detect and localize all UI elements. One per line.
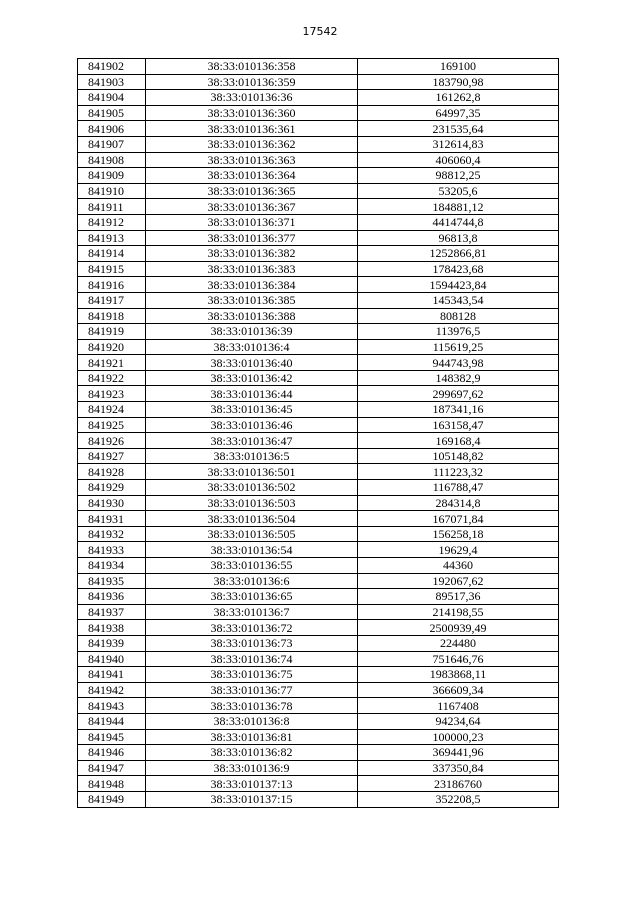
row-number-cell: 841933 (78, 542, 146, 558)
cadastral-number-cell: 38:33:010136:502 (146, 480, 358, 496)
value-cell: 156258,18 (358, 526, 559, 542)
row-number-cell: 841929 (78, 480, 146, 496)
row-number-cell: 841903 (78, 74, 146, 90)
value-cell: 111223,32 (358, 464, 559, 480)
value-cell: 19629,4 (358, 542, 559, 558)
value-cell: 1252866,81 (358, 246, 559, 262)
value-cell: 192067,62 (358, 573, 559, 589)
table-row (78, 386, 559, 402)
row-number-cell: 841936 (78, 589, 146, 605)
value-cell: 115619,25 (358, 339, 559, 355)
table-row (78, 277, 559, 293)
value-cell: 100000,23 (358, 729, 559, 745)
row-number-cell: 841944 (78, 713, 146, 729)
value-cell: 4414744,8 (358, 214, 559, 230)
table-row (78, 480, 559, 496)
value-cell: 406060,4 (358, 152, 559, 168)
value-cell: 96813,8 (358, 230, 559, 246)
cadastral-number-cell: 38:33:010136:363 (146, 152, 358, 168)
row-number-cell: 841906 (78, 121, 146, 137)
value-cell: 64997,35 (358, 105, 559, 121)
value-cell: 163158,47 (358, 417, 559, 433)
cadastral-number-cell: 38:33:010136:40 (146, 355, 358, 371)
value-cell: 98812,25 (358, 168, 559, 184)
row-number-cell: 841905 (78, 105, 146, 121)
row-number-cell: 841914 (78, 246, 146, 262)
cadastral-number-cell: 38:33:010136:65 (146, 589, 358, 605)
cadastral-number-cell: 38:33:010136:8 (146, 713, 358, 729)
cadastral-number-cell: 38:33:010136:358 (146, 59, 358, 75)
row-number-cell: 841935 (78, 573, 146, 589)
table-row (78, 230, 559, 246)
table-row (78, 620, 559, 636)
table-row (78, 168, 559, 184)
cadastral-number-cell: 38:33:010136:9 (146, 760, 358, 776)
row-number-cell: 841922 (78, 370, 146, 386)
table-row (78, 589, 559, 605)
row-number-cell: 841926 (78, 433, 146, 449)
table-row (78, 464, 559, 480)
cadastral-number-cell: 38:33:010136:42 (146, 370, 358, 386)
row-number-cell: 841916 (78, 277, 146, 293)
row-number-cell: 841930 (78, 495, 146, 511)
table-row (78, 542, 559, 558)
row-number-cell: 841946 (78, 745, 146, 761)
cadastral-number-cell: 38:33:010136:75 (146, 667, 358, 683)
table-row (78, 308, 559, 324)
cadastral-number-cell: 38:33:010136:82 (146, 745, 358, 761)
table-row (78, 74, 559, 90)
cadastral-number-cell: 38:33:010136:81 (146, 729, 358, 745)
value-cell: 113976,5 (358, 324, 559, 340)
table-row (78, 495, 559, 511)
cadastral-number-cell: 38:33:010136:6 (146, 573, 358, 589)
cadastral-number-cell: 38:33:010136:365 (146, 183, 358, 199)
table-row (78, 59, 559, 75)
table-row (78, 573, 559, 589)
table-row (78, 448, 559, 464)
row-number-cell: 841943 (78, 698, 146, 714)
table-row (78, 791, 559, 807)
table-row (78, 604, 559, 620)
cadastral-number-cell: 38:33:010136:362 (146, 136, 358, 152)
cadastral-number-cell: 38:33:010136:45 (146, 402, 358, 418)
table-row (78, 183, 559, 199)
table-row (78, 698, 559, 714)
table-row (78, 402, 559, 418)
value-cell: 116788,47 (358, 480, 559, 496)
value-cell: 105148,82 (358, 448, 559, 464)
row-number-cell: 841909 (78, 168, 146, 184)
row-number-cell: 841919 (78, 324, 146, 340)
table-row (78, 745, 559, 761)
row-number-cell: 841947 (78, 760, 146, 776)
cadastral-number-cell: 38:33:010136:36 (146, 90, 358, 106)
table-row (78, 121, 559, 137)
table-row (78, 433, 559, 449)
value-cell: 44360 (358, 558, 559, 574)
row-number-cell: 841945 (78, 729, 146, 745)
value-cell: 224480 (358, 635, 559, 651)
cadastral-number-cell: 38:33:010136:7 (146, 604, 358, 620)
cadastral-number-cell: 38:33:010136:383 (146, 261, 358, 277)
table-row (78, 261, 559, 277)
row-number-cell: 841917 (78, 292, 146, 308)
row-number-cell: 841941 (78, 667, 146, 683)
row-number-cell: 841925 (78, 417, 146, 433)
cadastral-number-cell: 38:33:010136:359 (146, 74, 358, 90)
cadastral-number-cell: 38:33:010136:55 (146, 558, 358, 574)
cadastral-number-cell: 38:33:010136:73 (146, 635, 358, 651)
cadastral-number-cell: 38:33:010136:46 (146, 417, 358, 433)
table-row (78, 776, 559, 792)
value-cell: 94234,64 (358, 713, 559, 729)
cadastral-number-cell: 38:33:010136:384 (146, 277, 358, 293)
cadastral-number-cell: 38:33:010136:360 (146, 105, 358, 121)
cadastral-number-cell: 38:33:010136:501 (146, 464, 358, 480)
table-row (78, 246, 559, 262)
cadastral-number-cell: 38:33:010136:361 (146, 121, 358, 137)
cadastral-number-cell: 38:33:010136:385 (146, 292, 358, 308)
row-number-cell: 841912 (78, 214, 146, 230)
value-cell: 169168,4 (358, 433, 559, 449)
row-number-cell: 841942 (78, 682, 146, 698)
row-number-cell: 841949 (78, 791, 146, 807)
cadastral-number-cell: 38:33:010136:44 (146, 386, 358, 402)
table-row (78, 370, 559, 386)
row-number-cell: 841915 (78, 261, 146, 277)
cadastral-number-cell: 38:33:010136:77 (146, 682, 358, 698)
value-cell: 1594423,84 (358, 277, 559, 293)
cadastral-number-cell: 38:33:010137:13 (146, 776, 358, 792)
value-cell: 145343,54 (358, 292, 559, 308)
value-cell: 284314,8 (358, 495, 559, 511)
cadastral-number-cell: 38:33:010136:505 (146, 526, 358, 542)
row-number-cell: 841907 (78, 136, 146, 152)
row-number-cell: 841908 (78, 152, 146, 168)
table-row (78, 635, 559, 651)
row-number-cell: 841939 (78, 635, 146, 651)
row-number-cell: 841910 (78, 183, 146, 199)
value-cell: 352208,5 (358, 791, 559, 807)
table-row (78, 713, 559, 729)
value-cell: 944743,98 (358, 355, 559, 371)
row-number-cell: 841932 (78, 526, 146, 542)
cadastral-number-cell: 38:33:010136:382 (146, 246, 358, 262)
value-cell: 369441,96 (358, 745, 559, 761)
row-number-cell: 841902 (78, 59, 146, 75)
cadastral-number-cell: 38:33:010136:47 (146, 433, 358, 449)
cadastral-number-cell: 38:33:010136:364 (146, 168, 358, 184)
value-cell: 161262,8 (358, 90, 559, 106)
registry-table (77, 58, 559, 808)
table-row (78, 199, 559, 215)
value-cell: 751646,76 (358, 651, 559, 667)
table-row (78, 105, 559, 121)
row-number-cell: 841937 (78, 604, 146, 620)
cadastral-number-cell: 38:33:010136:78 (146, 698, 358, 714)
value-cell: 167071,84 (358, 511, 559, 527)
value-cell: 808128 (358, 308, 559, 324)
cadastral-number-cell: 38:33:010136:4 (146, 339, 358, 355)
row-number-cell: 841931 (78, 511, 146, 527)
row-number-cell: 841920 (78, 339, 146, 355)
cadastral-number-cell: 38:33:010136:5 (146, 448, 358, 464)
cadastral-number-cell: 38:33:010136:388 (146, 308, 358, 324)
row-number-cell: 841904 (78, 90, 146, 106)
cadastral-number-cell: 38:33:010136:503 (146, 495, 358, 511)
value-cell: 1167408 (358, 698, 559, 714)
table-row (78, 292, 559, 308)
cadastral-number-cell: 38:33:010136:54 (146, 542, 358, 558)
row-number-cell: 841918 (78, 308, 146, 324)
table-row (78, 682, 559, 698)
value-cell: 231535,64 (358, 121, 559, 137)
row-number-cell: 841927 (78, 448, 146, 464)
table-row (78, 729, 559, 745)
page-number: 17542 (302, 25, 338, 38)
table-row (78, 90, 559, 106)
value-cell: 169100 (358, 59, 559, 75)
value-cell: 1983868,11 (358, 667, 559, 683)
value-cell: 89517,36 (358, 589, 559, 605)
table-row (78, 152, 559, 168)
table-row (78, 667, 559, 683)
cadastral-number-cell: 38:33:010136:504 (146, 511, 358, 527)
table-row (78, 136, 559, 152)
table-row (78, 339, 559, 355)
cadastral-number-cell: 38:33:010136:74 (146, 651, 358, 667)
row-number-cell: 841940 (78, 651, 146, 667)
row-number-cell: 841934 (78, 558, 146, 574)
value-cell: 2500939,49 (358, 620, 559, 636)
value-cell: 53205,6 (358, 183, 559, 199)
table-row (78, 651, 559, 667)
row-number-cell: 841924 (78, 402, 146, 418)
row-number-cell: 841948 (78, 776, 146, 792)
cadastral-number-cell: 38:33:010137:15 (146, 791, 358, 807)
value-cell: 23186760 (358, 776, 559, 792)
row-number-cell: 841911 (78, 199, 146, 215)
value-cell: 183790,98 (358, 74, 559, 90)
value-cell: 187341,16 (358, 402, 559, 418)
cadastral-number-cell: 38:33:010136:371 (146, 214, 358, 230)
cadastral-number-cell: 38:33:010136:39 (146, 324, 358, 340)
table-row (78, 417, 559, 433)
cadastral-number-cell: 38:33:010136:377 (146, 230, 358, 246)
value-cell: 299697,62 (358, 386, 559, 402)
table-row (78, 558, 559, 574)
cadastral-number-cell: 38:33:010136:72 (146, 620, 358, 636)
table-row (78, 214, 559, 230)
cadastral-number-cell: 38:33:010136:367 (146, 199, 358, 215)
table-row (78, 526, 559, 542)
table-body (78, 59, 559, 808)
table-row (78, 511, 559, 527)
value-cell: 366609,34 (358, 682, 559, 698)
row-number-cell: 841923 (78, 386, 146, 402)
row-number-cell: 841921 (78, 355, 146, 371)
row-number-cell: 841928 (78, 464, 146, 480)
table-row (78, 355, 559, 371)
table-row (78, 760, 559, 776)
value-cell: 337350,84 (358, 760, 559, 776)
value-cell: 148382,9 (358, 370, 559, 386)
value-cell: 184881,12 (358, 199, 559, 215)
value-cell: 178423,68 (358, 261, 559, 277)
table-row (78, 324, 559, 340)
value-cell: 214198,55 (358, 604, 559, 620)
value-cell: 312614,83 (358, 136, 559, 152)
row-number-cell: 841913 (78, 230, 146, 246)
row-number-cell: 841938 (78, 620, 146, 636)
